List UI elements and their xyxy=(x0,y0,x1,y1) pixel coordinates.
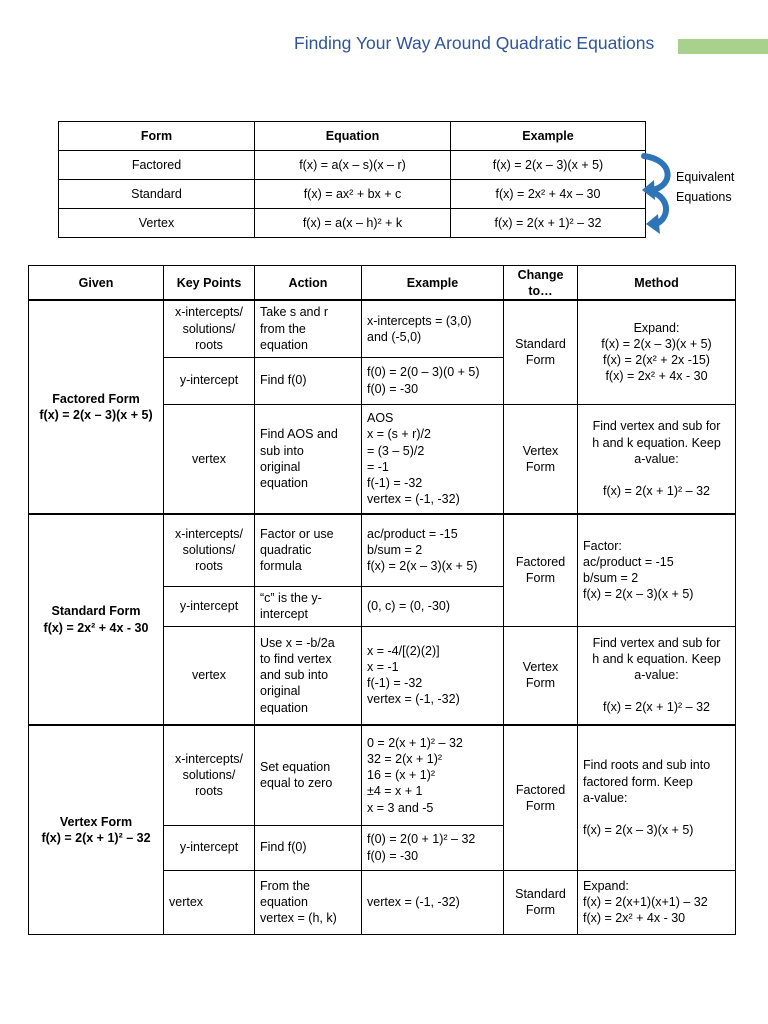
example-line: x-intercepts = (3,0) xyxy=(367,313,472,328)
key-point-cell xyxy=(164,725,255,825)
change-to-line: Form xyxy=(525,459,556,474)
given-equation: f(x) = 2(x – 3)(x + 5) xyxy=(39,408,153,422)
method-line: f(x) = 2(x – 3)(x + 5) xyxy=(583,822,694,837)
table-row xyxy=(29,725,736,825)
change-to-cell xyxy=(504,514,578,626)
key-line: solutions/ xyxy=(182,321,236,336)
example-line: b/sum = 2 xyxy=(367,543,423,558)
given-form-name: Factored Form xyxy=(52,391,140,406)
method-line: h and k equation. Keep xyxy=(592,435,721,450)
change-to-line: Form xyxy=(525,798,556,813)
forms-table xyxy=(58,121,646,238)
note-line: Equivalent xyxy=(676,170,735,184)
action-cell xyxy=(255,586,362,626)
example-line: vertex = (-1, -32) xyxy=(367,492,460,507)
action-line: from the xyxy=(260,321,306,336)
given-equation: f(x) = 2(x + 1)² – 32 xyxy=(41,830,151,845)
key-line: solutions/ xyxy=(182,543,236,558)
key-point-cell xyxy=(164,626,255,725)
change-to-line: Factored xyxy=(515,555,566,570)
form-equation: f(x) = a(x – s)(x – r) xyxy=(255,151,451,180)
example-line: vertex = (-1, -32) xyxy=(367,692,460,707)
action-line: sub into xyxy=(260,443,304,458)
example-line: f(0) = -30 xyxy=(367,381,419,396)
change-to-line: Standard xyxy=(515,886,566,901)
key-point-cell xyxy=(164,586,255,626)
example-line: f(0) = 2(0 + 1)² – 32 xyxy=(367,832,476,847)
change-to-cell xyxy=(504,404,578,514)
key-line: vertex xyxy=(191,668,227,683)
key-point-cell xyxy=(164,357,255,404)
example-line: (0, c) = (0, -30) xyxy=(367,598,451,613)
given-form-name: Standard Form xyxy=(51,604,141,619)
action-cell xyxy=(255,725,362,825)
key-line: vertex xyxy=(191,451,227,466)
method-line: factored form. Keep xyxy=(583,774,693,789)
change-to-label: Change to… xyxy=(517,267,564,298)
change-to-line: Form xyxy=(525,676,556,691)
method-line: f(x) = 2(x + 1)² – 32 xyxy=(603,483,710,498)
method-line: Find vertex and sub for xyxy=(592,635,721,650)
forms-table-header xyxy=(59,122,646,151)
example-line: ±4 = x + 1 xyxy=(367,784,423,799)
key-line: y-intercept xyxy=(179,840,239,855)
column-header-example: Example xyxy=(362,266,504,301)
method-gap xyxy=(583,806,735,822)
action-line: Find f(0) xyxy=(260,840,307,855)
method-line: Find roots and sub into xyxy=(583,758,711,773)
method-line: Find vertex and sub for xyxy=(592,419,721,434)
key-line: vertex xyxy=(169,894,204,909)
action-line: and sub into xyxy=(260,668,329,683)
column-header-example: Example xyxy=(451,122,646,151)
form-example: f(x) = 2(x + 1)² – 32 xyxy=(451,209,646,238)
method-line: ac/product = -15 xyxy=(583,555,674,570)
method-gap xyxy=(578,683,735,699)
method-line: f(x) = 2x² + 4x - 30 xyxy=(605,369,708,384)
column-header-equation: Equation xyxy=(255,122,451,151)
change-to-line: Vertex xyxy=(522,660,559,675)
change-to-line: Factored xyxy=(515,782,566,797)
key-line: x-intercepts/ xyxy=(174,526,244,541)
action-line: formula xyxy=(260,559,302,574)
action-line: Use x = -b/2a xyxy=(260,635,335,650)
equivalent-equations-note xyxy=(676,167,734,207)
method-line: Factor: xyxy=(583,538,622,553)
method-line: a-value: xyxy=(634,451,679,466)
key-line: solutions/ xyxy=(182,768,236,783)
table-row xyxy=(29,300,736,357)
example-line: 32 = 2(x + 1)² xyxy=(367,751,443,766)
given-cell xyxy=(29,725,164,934)
action-line: equation xyxy=(260,337,308,352)
example-cell xyxy=(362,725,504,825)
example-cell xyxy=(362,586,504,626)
action-line: vertex = (h, k) xyxy=(260,911,337,926)
column-header-given: Given xyxy=(29,266,164,301)
method-line: a-value: xyxy=(583,790,628,805)
action-line: to find vertex xyxy=(260,651,332,666)
action-cell xyxy=(255,300,362,357)
method-cell xyxy=(578,300,736,404)
method-line: f(x) = 2(x+1)(x+1) – 32 xyxy=(583,894,708,909)
example-line: x = 3 and -5 xyxy=(367,800,434,815)
method-line: Expand: xyxy=(583,878,629,893)
example-line: and (-5,0) xyxy=(367,329,422,344)
method-cell xyxy=(578,626,736,725)
example-line: x = (s + r)/2 xyxy=(367,427,431,442)
action-cell xyxy=(255,357,362,404)
page-title: Finding Your Way Around Quadratic Equations xyxy=(294,33,655,53)
action-line: Find AOS and xyxy=(260,427,338,442)
change-to-cell xyxy=(504,870,578,934)
given-cell xyxy=(29,300,164,514)
key-line: x-intercepts/ xyxy=(174,751,244,766)
example-line: f(x) = 2(x – 3)(x + 5) xyxy=(367,559,478,574)
column-header-key-points: Key Points xyxy=(164,266,255,301)
change-to-line: Standard xyxy=(515,337,566,352)
example-cell xyxy=(362,514,504,586)
method-line: f(x) = 2(x + 1)² – 32 xyxy=(603,700,710,715)
example-line: f(-1) = -32 xyxy=(367,676,423,691)
key-point-cell xyxy=(164,870,255,934)
column-header-method: Method xyxy=(578,266,736,301)
column-header-form: Form xyxy=(59,122,255,151)
header-accent-bar xyxy=(678,39,768,54)
change-to-line: Form xyxy=(525,571,556,586)
action-line: intercept xyxy=(260,607,308,621)
form-name: Standard xyxy=(59,180,255,209)
given-form-name: Vertex Form xyxy=(59,814,133,829)
key-point-cell xyxy=(164,300,255,357)
example-line: = -1 xyxy=(367,459,389,474)
form-name: Factored xyxy=(59,151,255,180)
table-row xyxy=(59,180,646,209)
method-cell xyxy=(578,404,736,514)
change-to-line: Form xyxy=(525,903,556,917)
main-table xyxy=(28,265,736,935)
given-cell xyxy=(29,514,164,725)
table-row xyxy=(59,209,646,238)
change-to-cell xyxy=(504,300,578,404)
action-line: equal to zero xyxy=(260,776,333,791)
form-example: f(x) = 2(x – 3)(x + 5) xyxy=(451,151,646,180)
action-cell xyxy=(255,626,362,725)
example-line: f(0) = -30 xyxy=(367,848,419,863)
action-line: Take s and r xyxy=(260,305,329,320)
method-line: Expand: xyxy=(633,320,680,335)
change-to-line: Vertex xyxy=(522,443,559,458)
example-line: vertex = (-1, -32) xyxy=(367,894,460,909)
method-line: f(x) = 2(x² + 2x -15) xyxy=(603,353,710,368)
table-row xyxy=(29,514,736,586)
key-line: roots xyxy=(195,559,223,574)
action-line: equation xyxy=(260,700,308,715)
method-cell xyxy=(578,725,736,870)
key-point-cell xyxy=(164,825,255,870)
example-line: = (3 – 5)/2 xyxy=(367,443,425,458)
action-line: Set equation xyxy=(260,760,331,775)
note-line: Equations xyxy=(676,190,732,204)
method-cell xyxy=(578,870,736,934)
example-cell xyxy=(362,825,504,870)
action-line: equation xyxy=(260,475,308,490)
key-line: roots xyxy=(195,784,223,799)
key-point-cell xyxy=(164,404,255,514)
example-line: f(-1) = -32 xyxy=(367,475,423,490)
column-header-change-to xyxy=(504,266,578,301)
example-line: 16 = (x + 1)² xyxy=(367,768,436,783)
action-line: equation xyxy=(260,894,308,909)
main-table-header xyxy=(29,266,736,301)
example-cell xyxy=(362,404,504,514)
method-gap xyxy=(578,467,735,483)
method-line: a-value: xyxy=(634,668,679,683)
action-line: original xyxy=(260,459,301,474)
form-equation: f(x) = a(x – h)² + k xyxy=(255,209,451,238)
action-line: quadratic xyxy=(260,543,312,558)
change-to-line: Form xyxy=(525,353,556,368)
example-line: 0 = 2(x + 1)² – 32 xyxy=(367,735,463,750)
key-line: x-intercepts/ xyxy=(174,305,244,320)
method-line: f(x) = 2(x – 3)(x + 5) xyxy=(583,587,694,602)
form-equation: f(x) = ax² + bx + c xyxy=(255,180,451,209)
method-cell xyxy=(578,514,736,626)
action-cell xyxy=(255,404,362,514)
action-line: Find f(0) xyxy=(260,373,307,388)
change-to-cell xyxy=(504,626,578,725)
action-line: original xyxy=(260,684,301,699)
example-line: AOS xyxy=(367,411,394,426)
example-line: x = -4/[(2)(2)] xyxy=(367,643,440,658)
example-cell xyxy=(362,300,504,357)
key-point-cell xyxy=(164,514,255,586)
action-cell xyxy=(255,825,362,870)
method-line: f(x) = 2(x – 3)(x + 5) xyxy=(601,337,712,352)
action-line: “c” is the y- xyxy=(260,590,322,605)
table-row xyxy=(59,151,646,180)
action-line: Factor or use xyxy=(260,526,334,541)
given-equation: f(x) = 2x² + 4x - 30 xyxy=(43,620,149,635)
example-line: ac/product = -15 xyxy=(367,526,458,541)
example-cell xyxy=(362,870,504,934)
change-to-cell xyxy=(504,725,578,870)
example-line: f(0) = 2(0 – 3)(0 + 5) xyxy=(367,365,480,380)
action-line: From the xyxy=(260,878,311,893)
action-cell xyxy=(255,870,362,934)
method-line: h and k equation. Keep xyxy=(592,652,721,667)
action-cell xyxy=(255,514,362,586)
key-line: y-intercept xyxy=(179,373,239,388)
example-cell xyxy=(362,626,504,725)
form-example: f(x) = 2x² + 4x – 30 xyxy=(451,180,646,209)
example-line: x = -1 xyxy=(367,660,399,675)
key-line: y-intercept xyxy=(179,598,239,613)
key-line: roots xyxy=(195,337,223,352)
form-name: Vertex xyxy=(59,209,255,238)
example-cell xyxy=(362,357,504,404)
column-header-action: Action xyxy=(255,266,362,301)
curved-arrow-icon xyxy=(640,150,680,240)
method-line: f(x) = 2x² + 4x - 30 xyxy=(583,911,686,926)
method-line: b/sum = 2 xyxy=(583,571,639,586)
